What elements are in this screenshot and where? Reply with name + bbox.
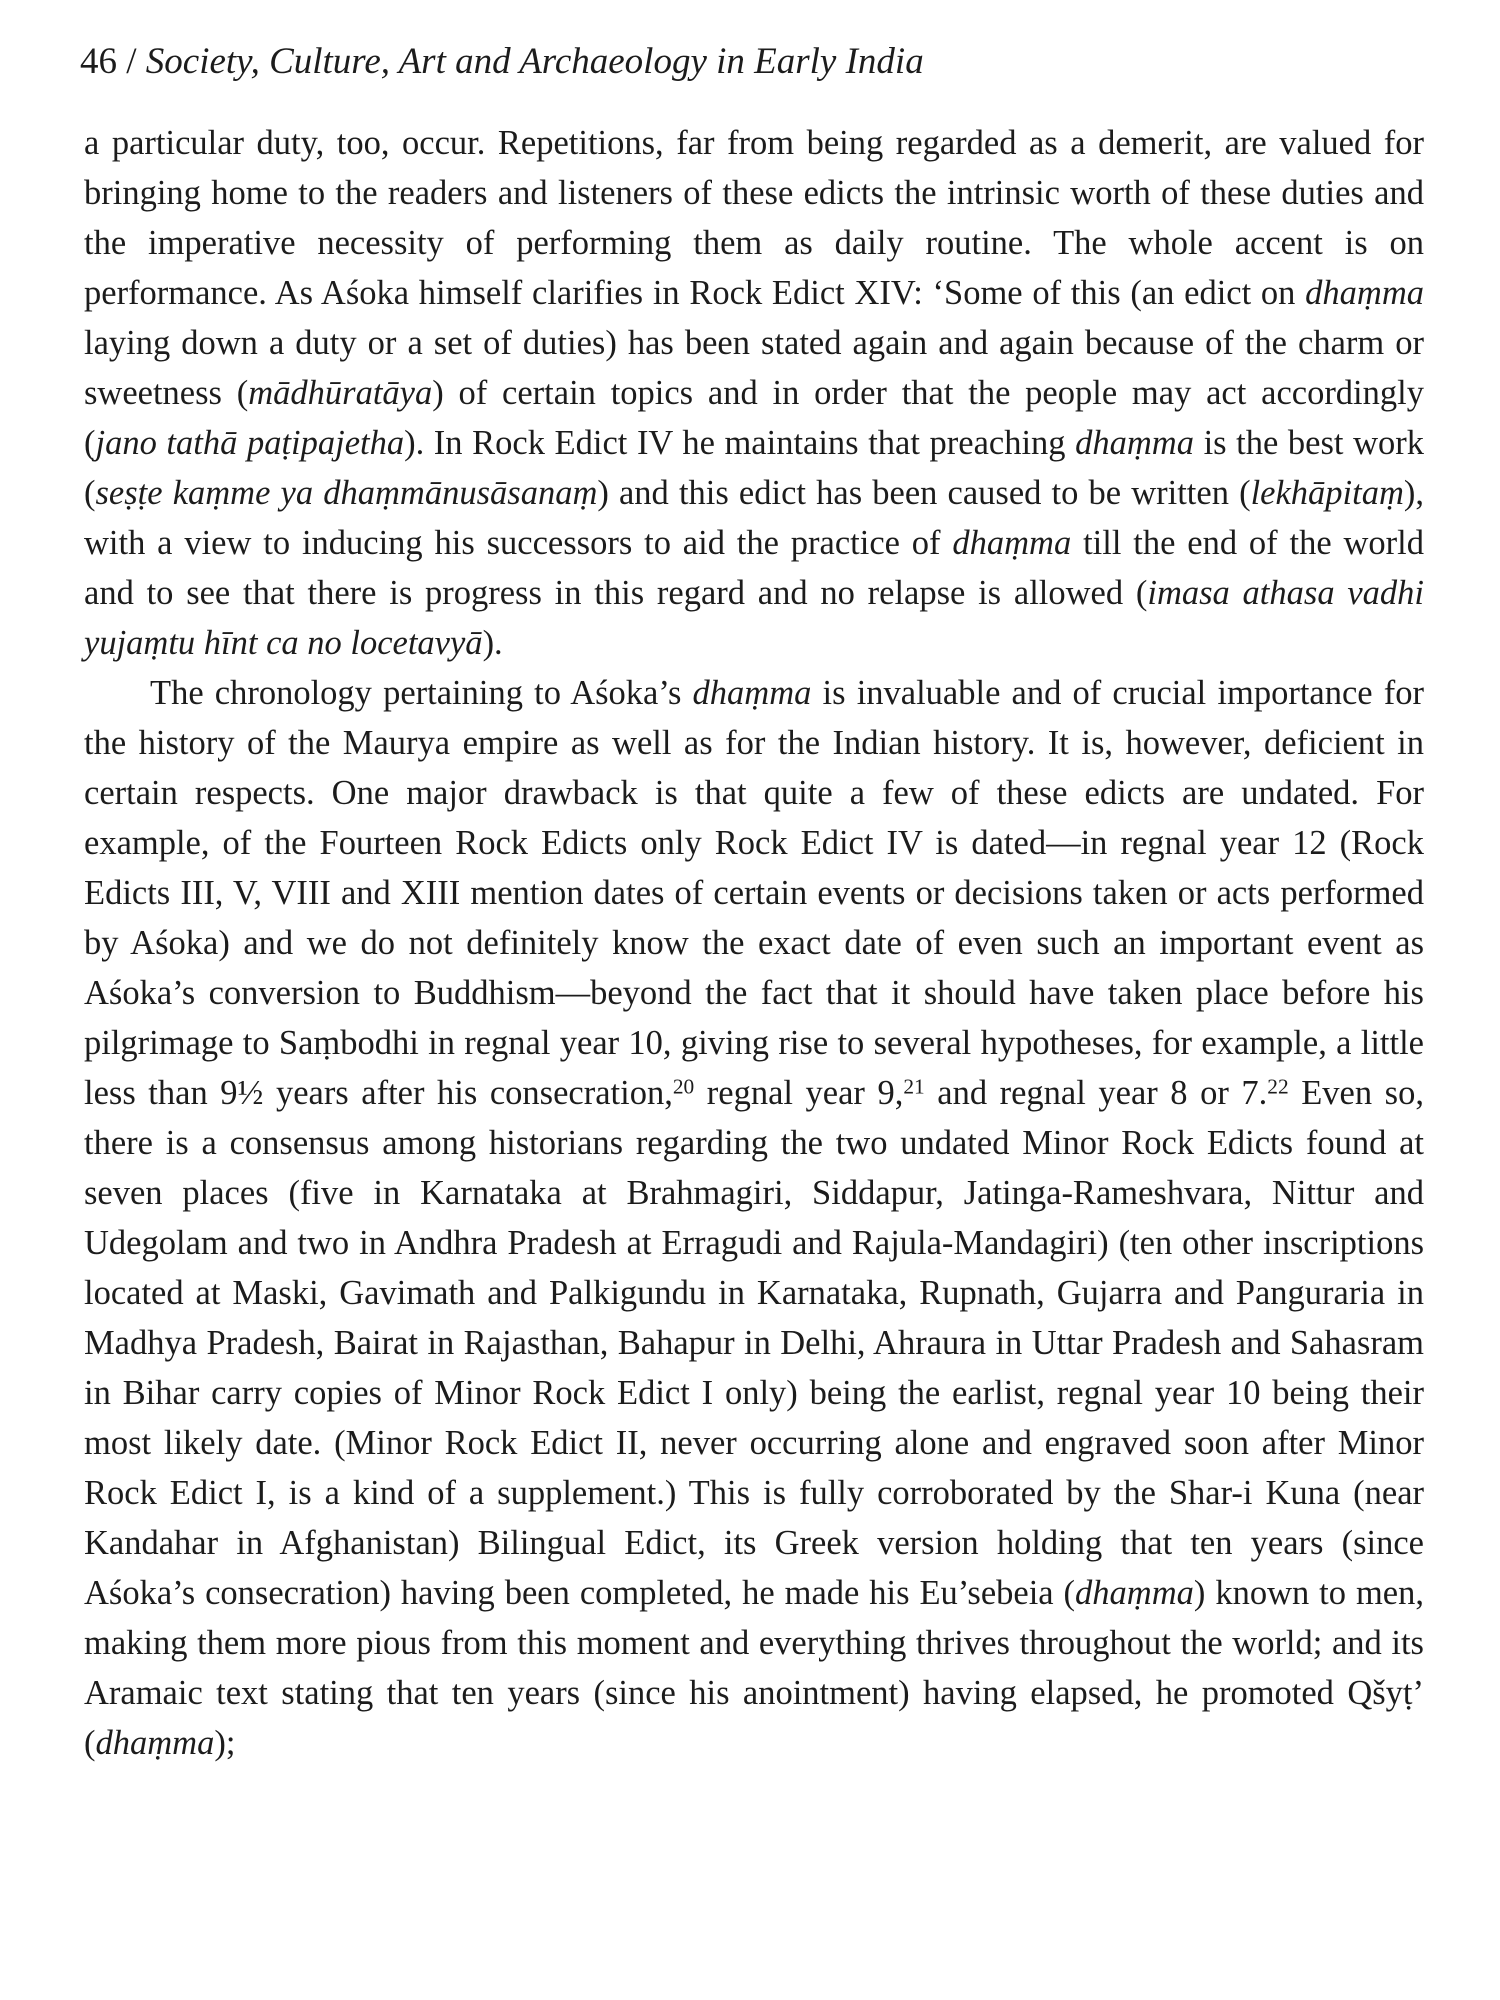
footnote-ref: 20	[672, 1074, 695, 1099]
italic-term: imasa athasa vadhi yujaṃtu hīnt ca no locetavyā	[84, 574, 1424, 662]
paragraph	[84, 118, 1424, 668]
italic-term: dhaṃma	[1305, 274, 1424, 312]
text-run: and regnal year 8 or 7.	[924, 1074, 1268, 1112]
text-run: ) known to men, making them more pious from this moment and everything thrives throughout the world; and its Aramaic text stating that ten years (since his anointment) having elapsed, he promoted Qšyṭ’ (	[84, 1574, 1424, 1762]
italic-term: dhaṃma	[1075, 1574, 1194, 1612]
text-run: is invaluable and of crucial importance for the history of the Maurya empire as well as for the Indian history. It is, however, deficient in certain respects. One major drawback is that quite a few of these edicts are undated. For example, of the Fourteen Rock Edicts only Rock Edict IV is dated—in regnal year 12 (Rock Edicts III, V, VIII and XIII mention dates of certain events or decisions taken or acts performed by Aśoka) and we do not definitely know the exact date of even such an important event as Aśoka’s conversion to Buddhism—beyond the fact that it should have taken place before his pilgrimage to Saṃbodhi in regnal year 10, giving rise to several hypotheses, for example, a little less than 9½ years after his consecration,	[84, 674, 1424, 1112]
text-run: ) and this edict has been caused to be written (	[597, 474, 1251, 512]
book-title: Society, Culture, Art and Archaeology in Early India	[145, 41, 924, 82]
italic-term: dhaṃma	[1075, 424, 1194, 462]
text-run: );	[214, 1724, 236, 1762]
italic-term: dhaṃma	[952, 524, 1072, 562]
footnote-ref: 21	[903, 1074, 925, 1099]
text-run: ).	[482, 624, 503, 662]
text-run: ), with a view to inducing his successors to aid the practice of	[84, 474, 1424, 562]
text-run: The chronology pertaining to Aśoka’s	[150, 674, 693, 712]
text-run: ) of certain topics and in order that the people may act accordingly (	[84, 374, 1424, 462]
text-run: regnal year 9,	[694, 1074, 904, 1112]
text-run: ). In Rock Edict IV he maintains that preaching	[404, 424, 1076, 462]
text-run: Even so, there is a consensus among historians regarding the two undated Minor Rock Edicts found at seven places (five in Karnataka at Brahmagiri, Siddapur, Jatinga-Rameshvara, Nittur and Udegolam and two in Andhra Pradesh at Erragudi and Rajula-Mandagiri) (ten other inscriptions located at Maski, Gavimath and Palkigundu in Karnataka, Rupnath, Gujarra and Panguraria in Madhya Pradesh, Bairat in Rajasthan, Bahapur in Delhi, Ahraura in Uttar Pradesh and Sahasram in Bihar carry copies of Minor Rock Edict I only) being the earlist, regnal year 10 being their most likely date. (Minor Rock Edict II, never occurring alone and engraved soon after Minor Rock Edict I, is a kind of a supplement.) This is fully corroborated by the Shar-i Kuna (near Kandahar in Afghanistan) Bilingual Edict, its Greek version holding that ten years (since Aśoka’s consecration) having been completed, he made his Eu’sebeia (	[84, 1074, 1424, 1612]
text-run: till the end of the world and to see that there is progress in this regard and no relapse is allowed (	[84, 524, 1424, 612]
text-run: laying down a duty or a set of duties) has been stated again and again because of the charm or sweetness (	[84, 324, 1424, 412]
body-text	[84, 118, 1424, 1768]
italic-term: jano tathā paṭipajetha	[95, 424, 405, 462]
footnote-ref: 22	[1267, 1074, 1289, 1099]
italic-term: mādhūratāya	[248, 374, 433, 412]
italic-term: seṣṭe kaṃme ya dhaṃmānusāsanaṃ	[95, 474, 598, 512]
header-separator: /	[117, 41, 146, 82]
text-run: a particular duty, too, occur. Repetitions, far from being regarded as a demerit, are valued for bringing home to the readers and listeners of these edicts the intrinsic worth of these duties and the imperative necessity of performing them as daily routine. The whole accent is on performance. As Aśoka himself clarifies in Rock Edict XIV: ‘Some of this (an edict on	[84, 124, 1424, 312]
italic-term: dhaṃma	[692, 674, 812, 712]
italic-term: lekhāpitaṃ	[1250, 474, 1404, 512]
paragraph	[84, 668, 1424, 1768]
italic-term: dhaṃma	[95, 1724, 215, 1762]
page-number: 46	[80, 41, 117, 82]
running-header	[80, 38, 924, 86]
text-run: is the best work (	[84, 424, 1424, 512]
